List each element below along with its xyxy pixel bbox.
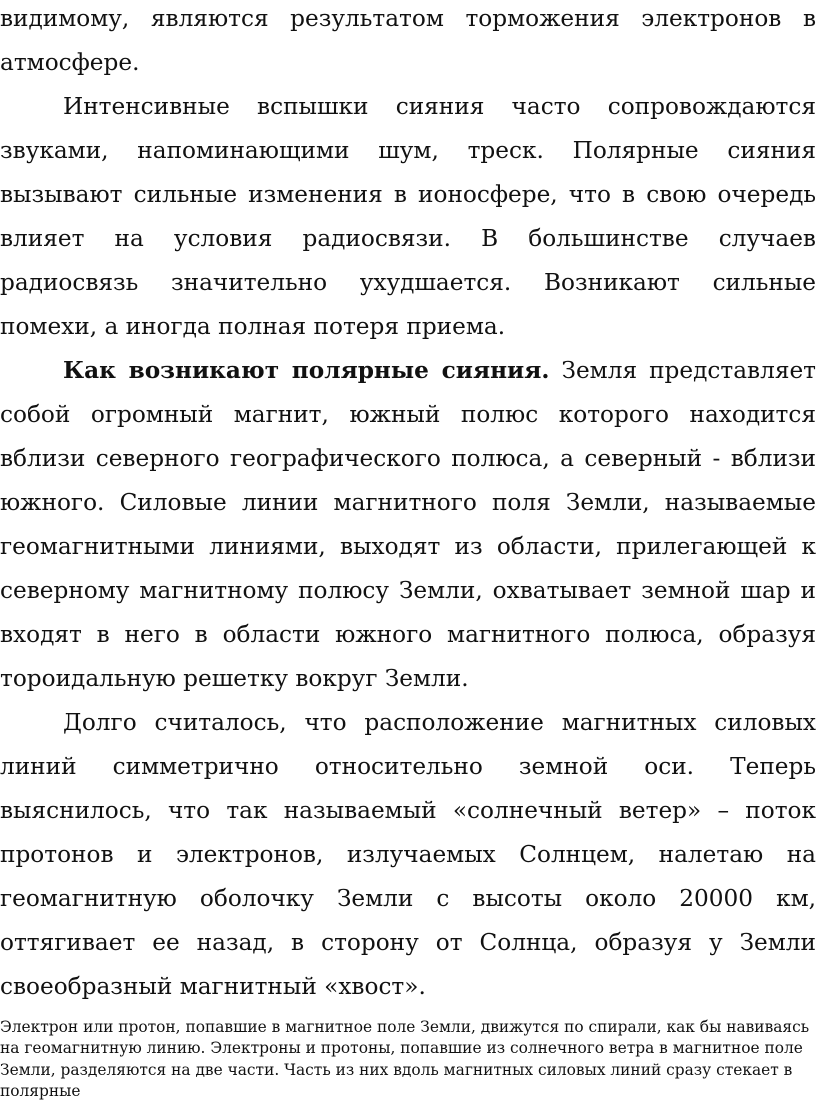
paragraph-3	[0, 349, 816, 701]
paragraph-4: Долго считалось, что расположение магнитных силовых линий симметрично относительно земной оси. Теперь выяснилось, что так называемый «солнечный ветер» – поток протонов и электронов, излучаемых Солнцем, налетаю на геомагнитную оболочку Земли с высоты около 20000 км, оттягивает ее назад, в сторону от Солнца, образуя у Земли своеобразный магнитный «хвост».	[0, 709, 816, 1000]
paragraph-2: Интенсивные вспышки сияния часто сопровождаются звуками, напоминающими шум, треск. Полярные сияния вызывают сильные изменения в ионосфере, что в свою очередь влияет на условия радиосвязи. В большинстве случаев радиосвязь значительно ухудшается. Возникают сильные помехи, а иногда полная потеря приема.	[0, 93, 816, 340]
section-heading: Как возникают полярные сияния.	[63, 357, 550, 384]
paragraph-3-body: Земля представляет собой огромный магнит, южный полюс которого находится вблизи северного географического полюса, а северный - вблизи южного. Силовые линии магнитного поля Земли, называемые геомагнитными линиями, выходят из области, прилегающей к северному магнитному полюсу Земли, охватывает земной шар и входят в него в области южного магнитного полюса, образуя тороидальную решетку вокруг Земли.	[0, 357, 816, 692]
footnote-text: Электрон или протон, попавшие в магнитное поле Земли, движутся по спирали, как бы навиваясь на геомагнитную линию. Электроны и протоны, попавшие из солнечного ветра в магнитное поле Земли, разделяются на две части. Часть из них вдоль магнитных силовых линий сразу стекает в полярные	[0, 1018, 810, 1100]
paragraph-1: видимому, являются результатом торможения электронов в атмосфере.	[0, 5, 816, 76]
